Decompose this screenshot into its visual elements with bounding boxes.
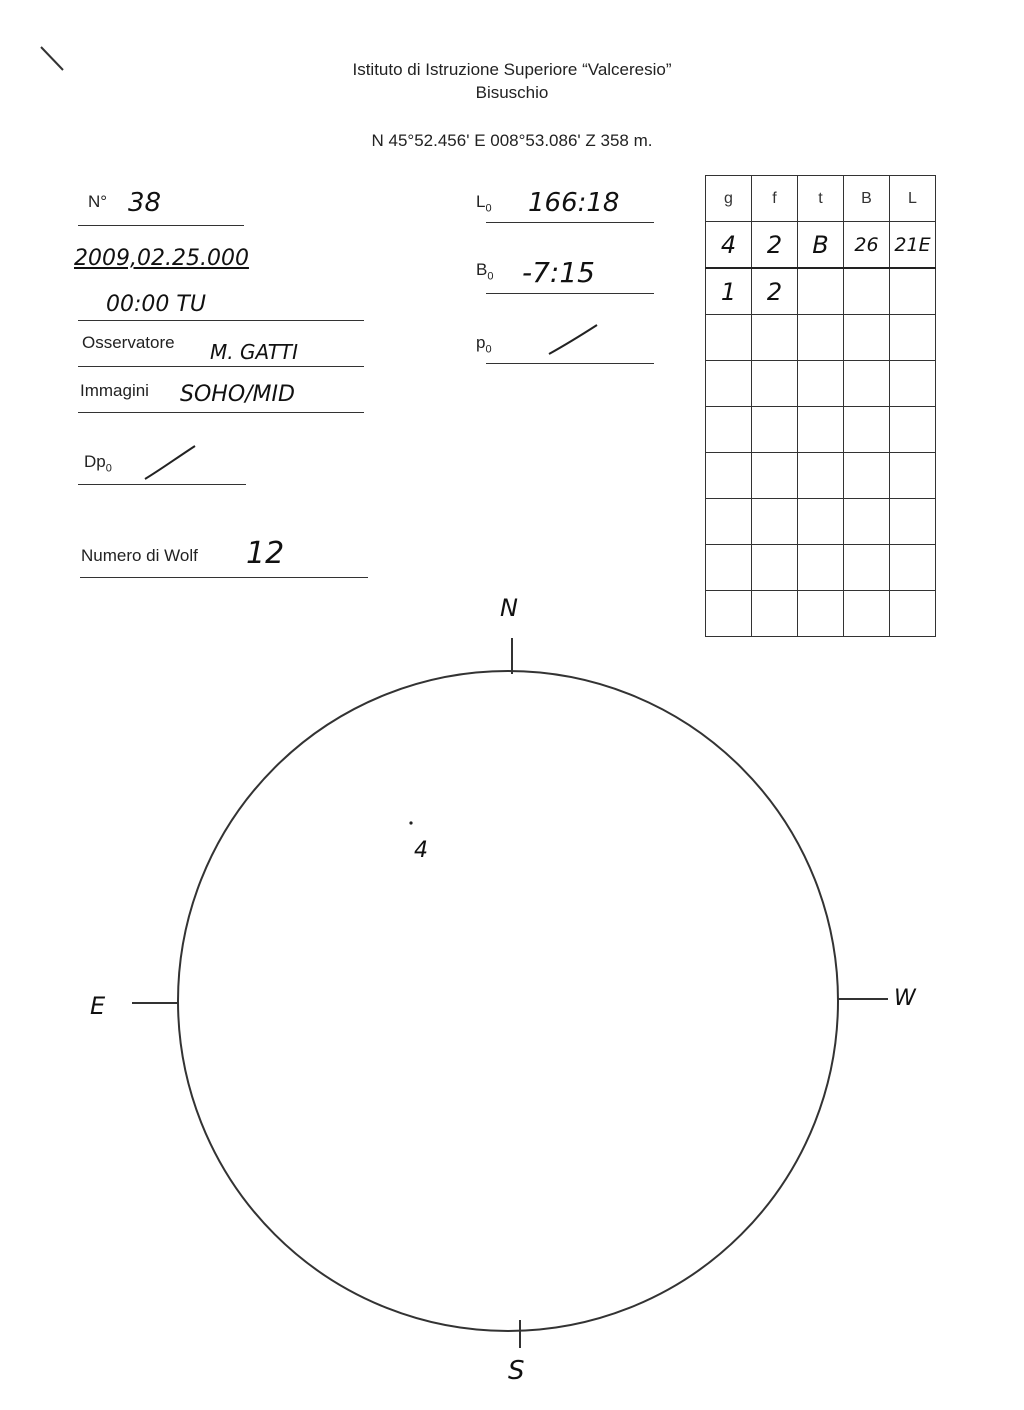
table-row <box>706 268 936 315</box>
compass-west: W <box>894 986 916 1011</box>
images-underline <box>78 412 364 413</box>
solar-disk <box>178 671 838 1331</box>
p0-label: $p_0$ <box>476 333 492 356</box>
observer-label: Osservatore <box>82 333 175 352</box>
time-underline <box>78 320 364 321</box>
table-header-t: t <box>798 176 844 222</box>
b0-value: -7:15 <box>522 256 595 289</box>
table-cell: 21E <box>890 222 936 269</box>
compass-south: S <box>508 1356 525 1386</box>
table-header-g: g <box>706 176 752 222</box>
wolf-label: Numero di Wolf <box>81 546 198 565</box>
time-value: 00:00 TU <box>106 292 206 317</box>
wolf-underline <box>80 577 368 578</box>
date-value: 2009,02.25.000 <box>74 246 249 271</box>
table-cell <box>844 268 890 315</box>
table-row <box>706 453 936 499</box>
solar-disk-diagram <box>0 580 1024 1410</box>
table-row <box>706 361 936 407</box>
table-cell: 4 <box>706 222 752 269</box>
table-cell <box>798 268 844 315</box>
table-cell: B <box>798 222 844 269</box>
table-row <box>706 499 936 545</box>
institute-town: Bisuschio <box>475 83 549 102</box>
table-cell: 26 <box>844 222 890 269</box>
number-underline <box>78 225 244 226</box>
table-header-f: f <box>752 176 798 222</box>
sunspot-dot <box>409 821 412 824</box>
table-row <box>706 315 936 361</box>
table-header-row <box>706 176 936 222</box>
dp0-underline <box>78 484 246 485</box>
table-cell: 1 <box>706 268 752 315</box>
b0-underline <box>486 293 654 294</box>
compass-east: E <box>90 992 106 1020</box>
sunspot-table <box>705 175 936 637</box>
table-row <box>706 222 936 269</box>
wolf-value: 12 <box>246 536 285 571</box>
number-label: N° <box>88 192 108 211</box>
images-label: Immagini <box>80 381 149 400</box>
compass-north: N <box>500 594 518 622</box>
observer-value: M. GATTI <box>210 340 299 364</box>
table-cell: 2 <box>752 268 798 315</box>
observer-underline <box>78 366 364 367</box>
table-cell <box>890 268 936 315</box>
number-value: 38 <box>128 188 162 218</box>
l0-label: $L_0$ <box>476 192 492 215</box>
p0-slash <box>545 320 605 360</box>
p0-underline <box>486 363 654 364</box>
table-header-l: L <box>890 176 936 222</box>
l0-value: 166:18 <box>528 188 620 218</box>
institute-title: Istituto di Istruzione Superiore “Valceresio” <box>352 60 672 79</box>
dp0-slash <box>140 442 200 482</box>
b0-label: $B_0$ <box>476 260 494 283</box>
table-header-b: B <box>844 176 890 222</box>
table-row <box>706 407 936 453</box>
observatory-coordinates: N 45°52.456' E 008°53.086' Z 358 m. <box>371 131 653 150</box>
table-cell: 2 <box>752 222 798 269</box>
dp0-label: $Dp_0$ <box>84 452 112 475</box>
sunspot-group-label: 4 <box>414 838 428 863</box>
images-value: SOHO/MID <box>180 382 295 407</box>
l0-underline <box>486 222 654 223</box>
